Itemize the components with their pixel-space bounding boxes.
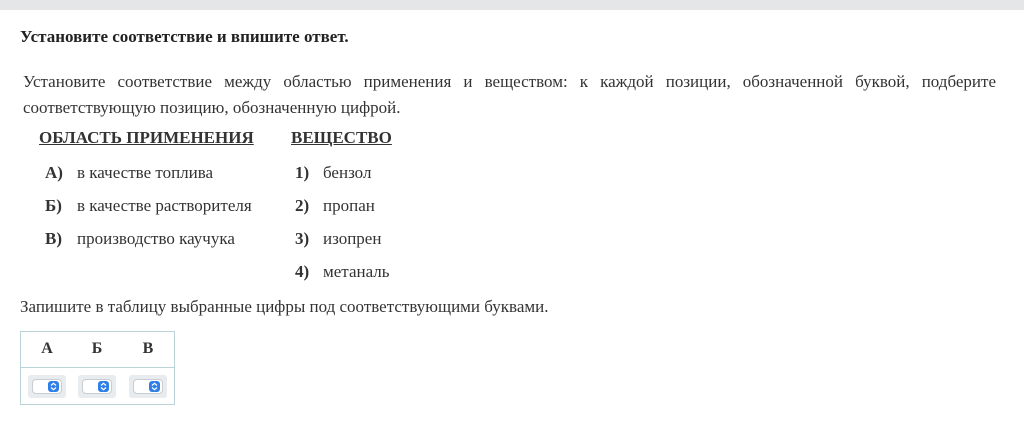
right-item-key: 3): [295, 229, 310, 248]
answer-header-b: Б: [91, 340, 103, 357]
right-item-text: бензол: [323, 163, 372, 182]
updown-chevron-icon: [98, 381, 109, 392]
answer-cell-b: [78, 375, 116, 398]
left-item-key: А): [45, 163, 63, 182]
answer-table-header-row: [21, 332, 174, 368]
answer-table: [20, 331, 175, 405]
left-item-key: В): [45, 229, 62, 248]
right-item-key: 1): [295, 163, 310, 182]
left-item-text: производство каучука: [77, 229, 235, 248]
right-item-text: метаналь: [323, 262, 390, 281]
updown-chevron-icon: [48, 381, 59, 392]
right-item-key: 4): [295, 262, 310, 281]
answer-select-a[interactable]: [32, 379, 62, 394]
left-column-header: ОБЛАСТЬ ПРИМЕНЕНИЯ: [39, 128, 254, 147]
left-item-key: Б): [45, 196, 62, 215]
answer-cell-a: [28, 375, 66, 398]
answer-header-a: А: [41, 340, 53, 357]
right-column-header: ВЕЩЕСТВО: [291, 128, 392, 147]
answer-header-v: В: [142, 340, 154, 357]
right-item-key: 2): [295, 196, 310, 215]
answer-cell-v: [129, 375, 167, 398]
answer-select-v[interactable]: [133, 379, 163, 394]
instruction-text: Запишите в таблицу выбранные цифры под соответствующими буквами.: [20, 297, 549, 316]
answer-select-b[interactable]: [82, 379, 112, 394]
left-item-text: в качестве топлива: [77, 163, 214, 182]
task-title: Установите соответствие и впишите ответ.: [20, 27, 349, 46]
question-text: Установите соответствие между областью применения и веществом: к каждой позиции, обозначенной буквой, подберите соответствующую позицию, обозначенную цифрой.: [23, 72, 996, 117]
left-item-text: в качестве растворителя: [77, 196, 252, 215]
top-bar: [0, 0, 1024, 10]
right-item-text: пропан: [323, 196, 375, 215]
updown-chevron-icon: [149, 381, 160, 392]
right-item-text: изопрен: [323, 229, 382, 248]
